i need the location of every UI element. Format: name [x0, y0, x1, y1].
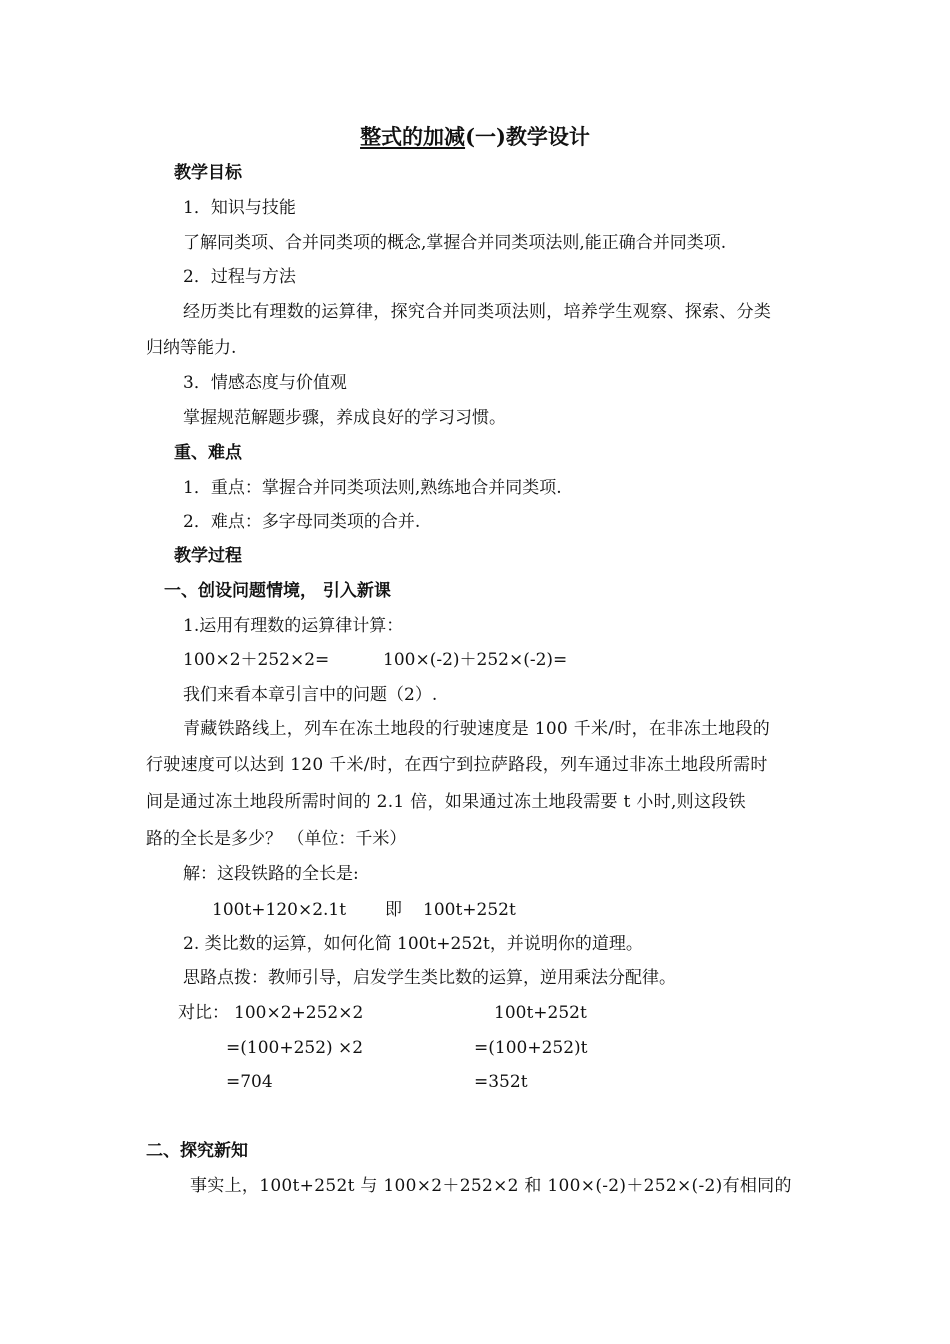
problem-line-1: 青藏铁路线上，列车在冻土地段的行驶速度是 100 千米/时，在非冻土地段的: [183, 719, 771, 739]
problem-line-4: 路的全长是多少？ （单位：千米）: [146, 829, 407, 849]
solution-expression-1: 100t+120×2.1t: [212, 900, 347, 920]
goal1-heading: 1．知识与技能: [183, 198, 296, 218]
title-rest: (一)教学设计: [465, 124, 590, 149]
section2-line-1: 事实上，100t+252t 与 100×2＋252×2 和 100×(-2)＋252×(-2)有相同的: [190, 1176, 792, 1196]
hint-text: 思路点拨：教师引导，启发学生类比数的运算，逆用乘法分配律。: [183, 968, 676, 988]
compare-label: 对比：: [178, 1003, 229, 1023]
key-point-2: 2．难点：多字母同类项的合并.: [183, 512, 421, 532]
section1-heading: 一、创设问题情境， 引入新课: [164, 581, 391, 601]
goal1-text: 了解同类项、合并同类项的概念,掌握合并同类项法则,能正确合并同类项.: [183, 233, 727, 253]
compare-right-line-3: =352t: [474, 1072, 528, 1092]
compare-left-line-2: =(100+252) ×2: [226, 1038, 364, 1058]
compare-left-line-3: =704: [226, 1072, 273, 1092]
document-title: [0, 123, 950, 151]
goal3-heading: 3．情感态度与价值观: [183, 373, 347, 393]
goal2-text-line1: 经历类比有理数的运算律，探究合并同类项法则，培养学生观察、探索、分类: [183, 302, 772, 322]
problem-line-2: 行驶速度可以达到 120 千米/时，在西宁到拉萨路段，列车通过非冻土地段所需时: [146, 755, 768, 775]
expression-b: 100×(-2)＋252×(-2)=: [383, 650, 568, 670]
goal2-heading: 2．过程与方法: [183, 267, 296, 287]
solution-label: 解：这段铁路的全长是:: [183, 864, 359, 884]
question-1: 1.运用有理数的运算律计算：: [183, 616, 404, 636]
goal2-text-line2: 归纳等能力.: [146, 338, 237, 358]
compare-right-line-1: 100t+252t: [494, 1003, 587, 1023]
problem-line-3: 间是通过冻土地段所需时间的 2.1 倍，如果通过冻土地段需要 t 小时,则这段铁: [146, 792, 746, 812]
process-heading: 教学过程: [174, 546, 242, 566]
solution-expression-2: 100t+252t: [423, 900, 516, 920]
goals-heading: 教学目标: [174, 163, 242, 183]
question-2: 2. 类比数的运算，如何化简 100t+252t，并说明你的道理。: [183, 934, 643, 954]
section2-heading: 二、探究新知: [146, 1141, 248, 1161]
compare-right-line-2: =(100+252)t: [474, 1038, 588, 1058]
solution-ji: 即: [385, 900, 402, 920]
title-underlined-part: 整式的加减: [360, 124, 466, 149]
key-points-heading: 重、难点: [174, 443, 242, 463]
expression-a: 100×2＋252×2=: [183, 650, 330, 670]
key-point-1: 1．重点：掌握合并同类项法则,熟练地合并同类项.: [183, 478, 562, 498]
intro-text: 我们来看本章引言中的问题（2）.: [183, 685, 438, 705]
compare-left-line-1: 100×2+252×2: [234, 1003, 364, 1023]
goal3-text: 掌握规范解题步骤，养成良好的学习习惯。: [183, 408, 506, 428]
